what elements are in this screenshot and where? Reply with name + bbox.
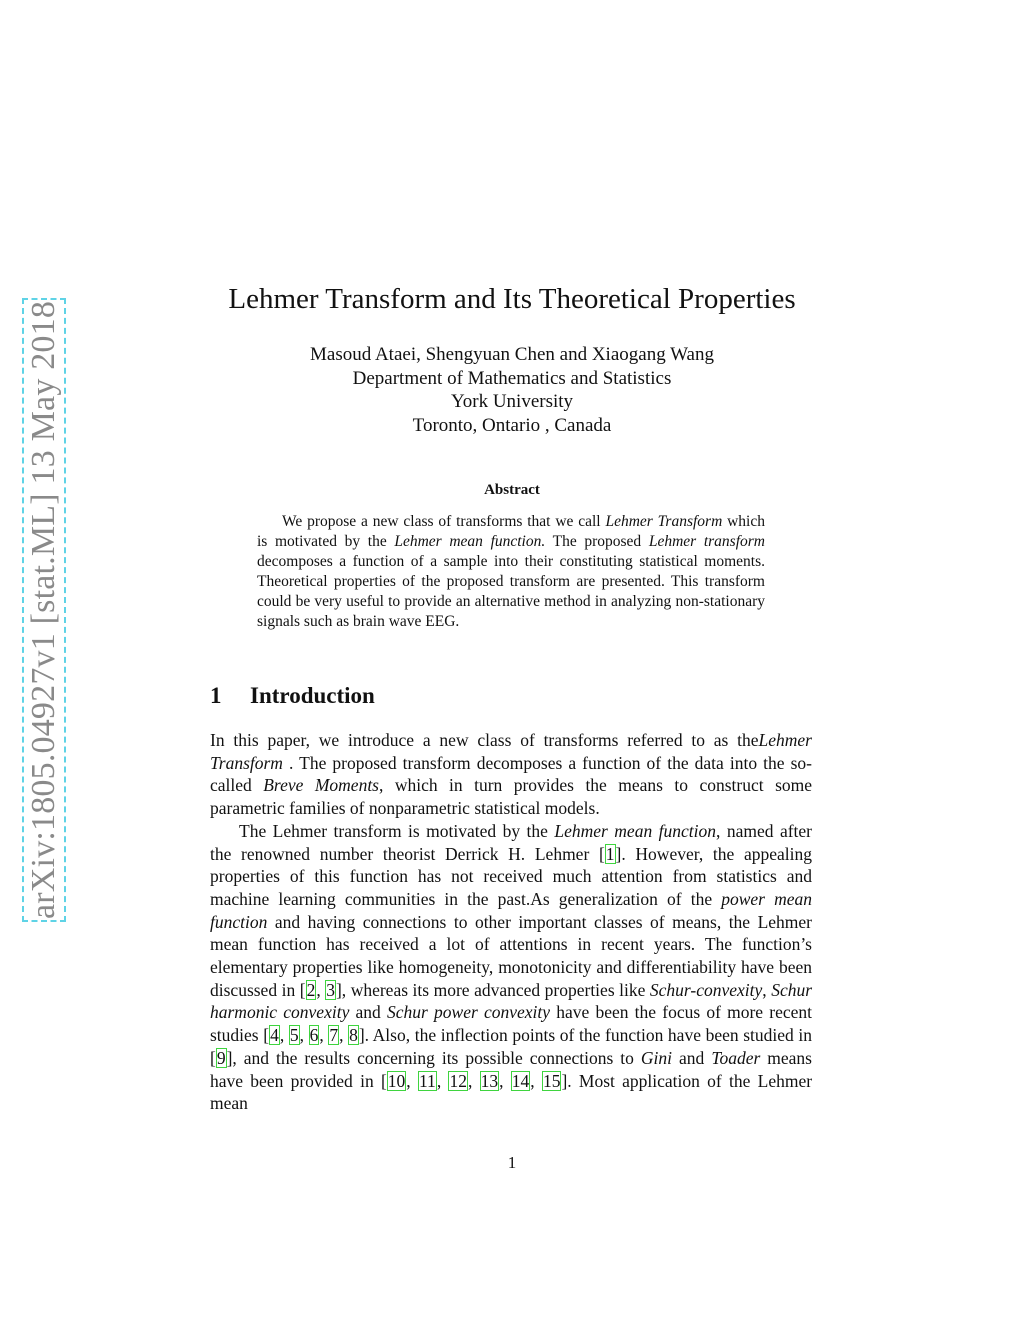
citation-link[interactable]: 1	[605, 843, 615, 864]
paragraph-2: The Lehmer transform is motivated by the Lehmer mean function, named after the renowned number theorist Derrick H. Lehmer [1]. However, the appealing properties of this function has not received much attention from statistics and machine learning communities in the past.As generalization of the power mean function and having connections to other important classes of means, the Lehmer mean function has received a lot of attentions in recent years. The function’s elementary properties like homogeneity, monotonicity and differentiability have been discussed in [2, 3], whereas its more advanced properties like Schur-convexity, Schur harmonic convexity and Schur power convexity have been the focus of more recent studies [4, 5, 6, 7, 8]. Also, the inflection points of the function have been studied in [9], and the results concerning its possible connections to Gini and Toader means have been provided in [10, 11, 12, 13, 14, 15]. Most application of the Lehmer mean	[210, 820, 813, 1114]
location: Toronto, Ontario , Canada	[412, 414, 612, 436]
author-names: Masoud Ataei, Shengyuan Chen and Xiaogang Wang	[310, 344, 714, 365]
citation-link[interactable]: 3	[326, 979, 335, 1000]
section-title: Introduction	[250, 683, 375, 708]
citation-link[interactable]: 6	[309, 1025, 319, 1046]
citation-link[interactable]: 7	[329, 1025, 339, 1046]
page-number: 1	[507, 1153, 517, 1172]
citation-link[interactable]: 4	[270, 1025, 279, 1046]
citation-link[interactable]: 8	[349, 1025, 358, 1046]
abstract-heading: Abstract	[484, 482, 540, 498]
citation-link[interactable]: 13	[480, 1070, 499, 1091]
citation-link[interactable]: 14	[511, 1070, 530, 1091]
section-heading-introduction	[210, 683, 375, 709]
citation-link[interactable]: 5	[289, 1025, 299, 1046]
department: Department of Mathematics and Statistics	[352, 367, 672, 389]
university: York University	[450, 391, 574, 412]
author-block	[0, 343, 1024, 437]
citation-link[interactable]: 2	[306, 979, 316, 1000]
citation-link[interactable]: 9	[216, 1047, 226, 1068]
citation-link[interactable]: 10	[387, 1070, 406, 1091]
paragraph-1: In this paper, we introduce a new class of transforms referred to as theLehmer Transform . The proposed transform decomposes a function of the data into the so-called Breve Moments, which in turn provides the means to construct some parametric families of nonparametric statistical models.	[210, 730, 813, 819]
paper-title: Lehmer Transform and Its Theoretical Properties	[228, 283, 796, 315]
citation-link[interactable]: 15	[542, 1070, 561, 1091]
arxiv-identifier[interactable]: arXiv:1805.04927v1 [stat.ML] 13 May 2018	[25, 300, 62, 920]
section-number: 1	[210, 683, 222, 708]
citation-link[interactable]: 12	[449, 1070, 467, 1091]
introduction-body	[210, 729, 812, 1115]
citation-link[interactable]: 11	[418, 1070, 436, 1091]
abstract-text: We propose a new class of transforms that we call Lehmer Transform which is motivated by the Lehmer mean function. The proposed Lehmer transform decomposes a function of a sample into their constituting statistical moments. Theoretical properties of the proposed transform are presented. This transform could be very useful to provide an alternative method in analyzing non-stationary signals such as brain wave EEG.	[257, 513, 765, 630]
